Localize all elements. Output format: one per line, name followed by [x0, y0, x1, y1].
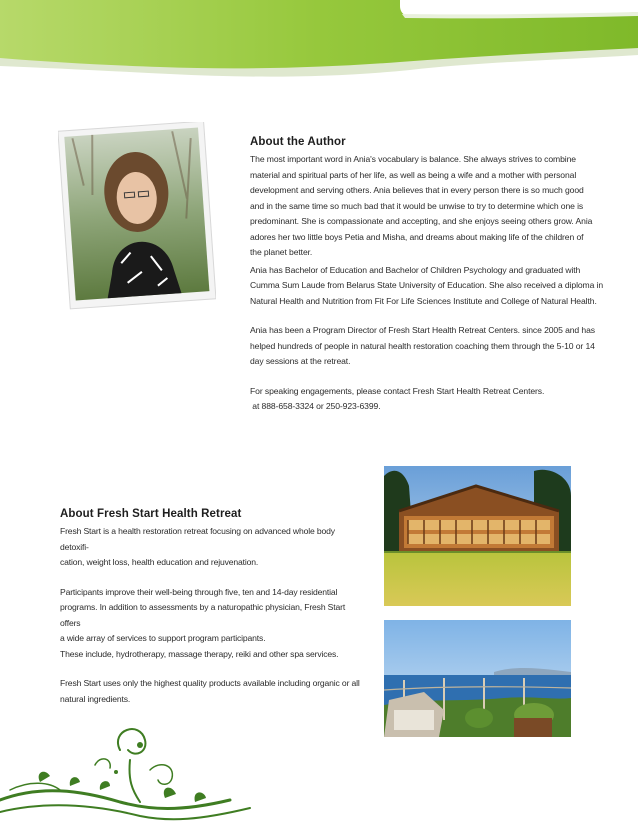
text-line: predominant. She is compassionate and accepting, and she enjoys seeing others grow. Ania [250, 216, 593, 226]
text-line: the planet better. [250, 247, 313, 257]
about-fresh-start-section [60, 508, 360, 707]
text-line: helped hundreds of people in natural health restoration coaching them through the 5-10 or 14 [250, 340, 595, 351]
author-paragraph-3 [250, 323, 606, 370]
header-decoration [0, 0, 638, 80]
text-line: material and spiritual parts of her life, as well as being a wife and a mother with personal [250, 169, 577, 180]
text-line: For speaking engagements, please contact Fresh Start Health Retreat Centers. [250, 385, 545, 396]
contact-phone-line: at 888-658-3324 or 250-923-6399. [250, 401, 381, 411]
text-line: Ania has been a Program Director of Fresh Start Health Retreat Centers. since 2005 and has [250, 325, 595, 335]
author-paragraph-1 [250, 152, 606, 261]
author-photo [58, 122, 216, 310]
author-paragraph-2 [250, 263, 606, 310]
text-line: a wide array of services to support program participants. [60, 633, 266, 643]
text-line: Participants improve their well-being through five, ten and 14-day residential [60, 586, 338, 597]
text-line: development and serving others. Ania believes that in every person there is so much good [250, 185, 584, 195]
ocean-view-photo [384, 620, 571, 737]
text-line: natural ingredients. [60, 693, 131, 704]
decorative-swirl [0, 690, 260, 826]
text-line: and in the same time so much bad that it would be unwise to try to determine which one is [250, 200, 584, 211]
author-contact-paragraph [250, 384, 606, 415]
text-line: programs. In addition to assessments by a naturopathic physician, Fresh Start offers [60, 602, 346, 628]
text-line: adores her two little boys Petia and Misha, and dreams about making life of the children of [250, 231, 584, 242]
about-author-section [250, 136, 606, 415]
text-line: These include, hydrotherapy, massage therapy, reiki and other spa services. [60, 648, 339, 659]
text-line: The most important word in Ania's vocabulary is balance. She always strives to combine [250, 154, 576, 164]
fresh-start-paragraph-2 [60, 585, 360, 663]
about-author-heading: About the Author [250, 136, 346, 148]
text-line: Ania has Bachelor of Education and Bachelor of Children Psychology and graduated with [250, 264, 581, 275]
text-line: cation, weight loss, health education and rejuvenation. [60, 557, 259, 567]
text-line: day sessions at the retreat. [250, 356, 351, 366]
fresh-start-paragraph-1 [60, 524, 360, 571]
text-line: Natural Health and Nutrition from Fit For Life Sciences Institute and College of Natural Health. [250, 295, 597, 306]
text-line: Cumma Sum Laude from Belarus State University of Education. She also received a diploma in [250, 280, 604, 290]
retreat-lodge-photo [384, 466, 571, 606]
text-line: Fresh Start uses only the highest quality products available including organic or all [60, 678, 360, 688]
text-line: Fresh Start is a health restoration retreat focusing on advanced whole body detoxifi- [60, 526, 335, 552]
about-fresh-start-heading: About Fresh Start Health Retreat [60, 508, 242, 520]
